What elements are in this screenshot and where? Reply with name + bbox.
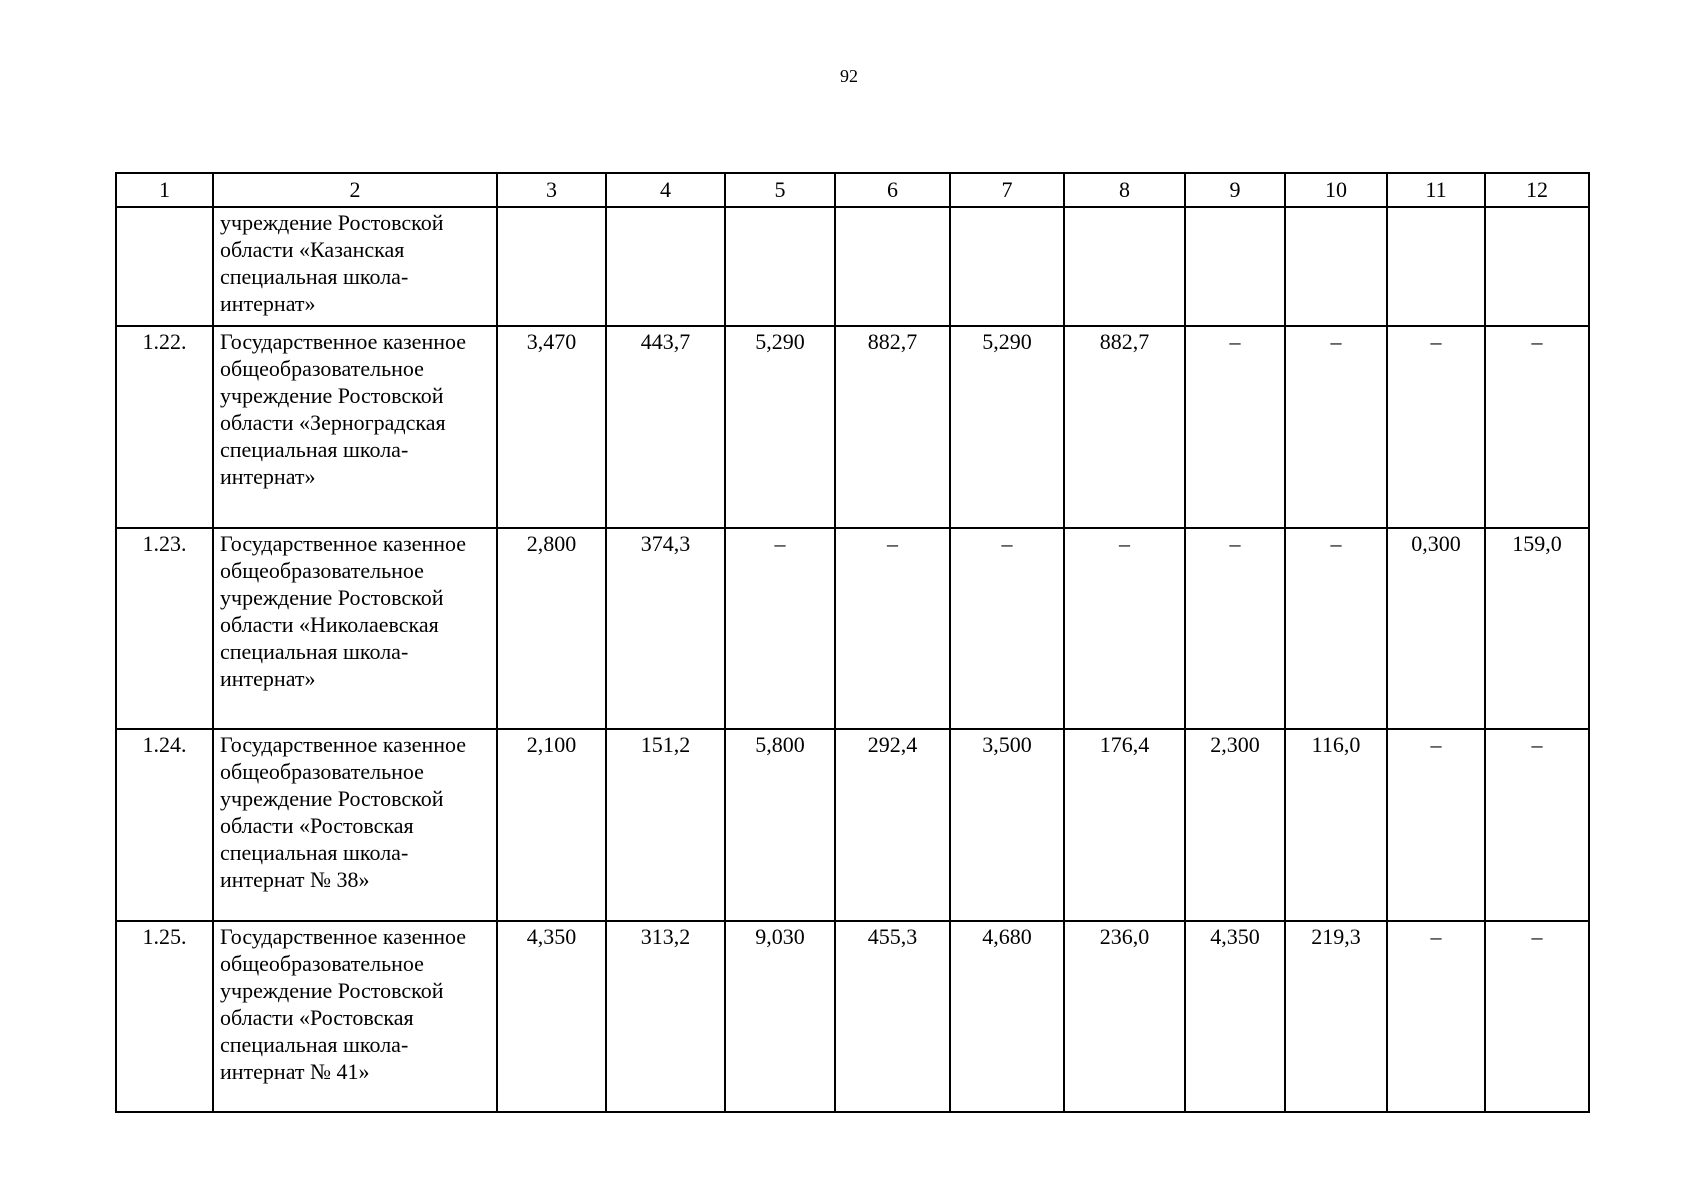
table-cell: 4,350 [1185,921,1285,1112]
table-row [116,528,1589,729]
table-cell [1285,207,1387,326]
table-cell [1387,207,1485,326]
table-cell: – [725,528,835,729]
column-header: 2 [213,173,497,207]
institution-name: учреждение Ростовской области «Казанская специальная школа-интернат» [213,207,497,326]
table-cell: 159,0 [1485,528,1589,729]
table-cell: 236,0 [1064,921,1185,1112]
row-number [116,207,213,326]
table-cell: 2,800 [497,528,606,729]
table-cell: – [1387,729,1485,921]
page-number: 92 [840,66,858,86]
table-cell: 882,7 [1064,326,1185,528]
table-cell: – [1185,326,1285,528]
table-cell: 5,800 [725,729,835,921]
data-table [115,172,1590,1113]
table-row [116,326,1589,528]
column-header: 8 [1064,173,1185,207]
table-cell: 882,7 [835,326,950,528]
table-cell [725,207,835,326]
column-header: 4 [606,173,725,207]
table-cell: 151,2 [606,729,725,921]
table-cell: 443,7 [606,326,725,528]
column-header: 11 [1387,173,1485,207]
table-cell: 0,300 [1387,528,1485,729]
table-cell [497,207,606,326]
column-header: 10 [1285,173,1387,207]
column-header: 3 [497,173,606,207]
table-cell: 455,3 [835,921,950,1112]
table-cell: 292,4 [835,729,950,921]
table-cell: 2,300 [1185,729,1285,921]
table-cell [950,207,1064,326]
table-cell: 9,030 [725,921,835,1112]
column-header: 1 [116,173,213,207]
table-cell: – [1485,921,1589,1112]
row-number: 1.23. [116,528,213,729]
institution-name: Государственное казенное общеобразовательное учреждение Ростовской области «Ростовская специальная школа-интернат № 41» [213,921,497,1112]
table-header-row [116,173,1589,207]
row-number: 1.22. [116,326,213,528]
table-cell: 4,350 [497,921,606,1112]
table-cell: – [835,528,950,729]
table-row [116,729,1589,921]
column-header: 6 [835,173,950,207]
table-cell [1064,207,1185,326]
institution-name: Государственное казенное общеобразовательное учреждение Ростовской области «Николаевская специальная школа-интернат» [213,528,497,729]
column-header: 12 [1485,173,1589,207]
table-cell [606,207,725,326]
column-header: 7 [950,173,1064,207]
table-cell: – [1387,921,1485,1112]
table-cell: 374,3 [606,528,725,729]
table-cell: – [1285,528,1387,729]
institution-name: Государственное казенное общеобразовательное учреждение Ростовской области «Зерноградская специальная школа-интернат» [213,326,497,528]
row-number: 1.25. [116,921,213,1112]
table-cell: – [1485,729,1589,921]
institution-name: Государственное казенное общеобразовательное учреждение Ростовской области «Ростовская специальная школа-интернат № 38» [213,729,497,921]
table-row [116,921,1589,1112]
table-cell: 3,470 [497,326,606,528]
table-cell: 3,500 [950,729,1064,921]
row-number: 1.24. [116,729,213,921]
table-cell: 5,290 [950,326,1064,528]
table-cell [1185,207,1285,326]
table-cell: 176,4 [1064,729,1185,921]
column-header: 9 [1185,173,1285,207]
table-cell: – [1185,528,1285,729]
table-cell: 5,290 [725,326,835,528]
column-header: 5 [725,173,835,207]
table-row [116,207,1589,326]
table-cell: 313,2 [606,921,725,1112]
table-cell: 116,0 [1285,729,1387,921]
table-cell [835,207,950,326]
table-cell: – [1387,326,1485,528]
table-cell: 2,100 [497,729,606,921]
table-cell: – [950,528,1064,729]
table-cell [1485,207,1589,326]
table-cell: – [1064,528,1185,729]
table-cell: 219,3 [1285,921,1387,1112]
table-cell: – [1285,326,1387,528]
table-cell: – [1485,326,1589,528]
table-cell: 4,680 [950,921,1064,1112]
